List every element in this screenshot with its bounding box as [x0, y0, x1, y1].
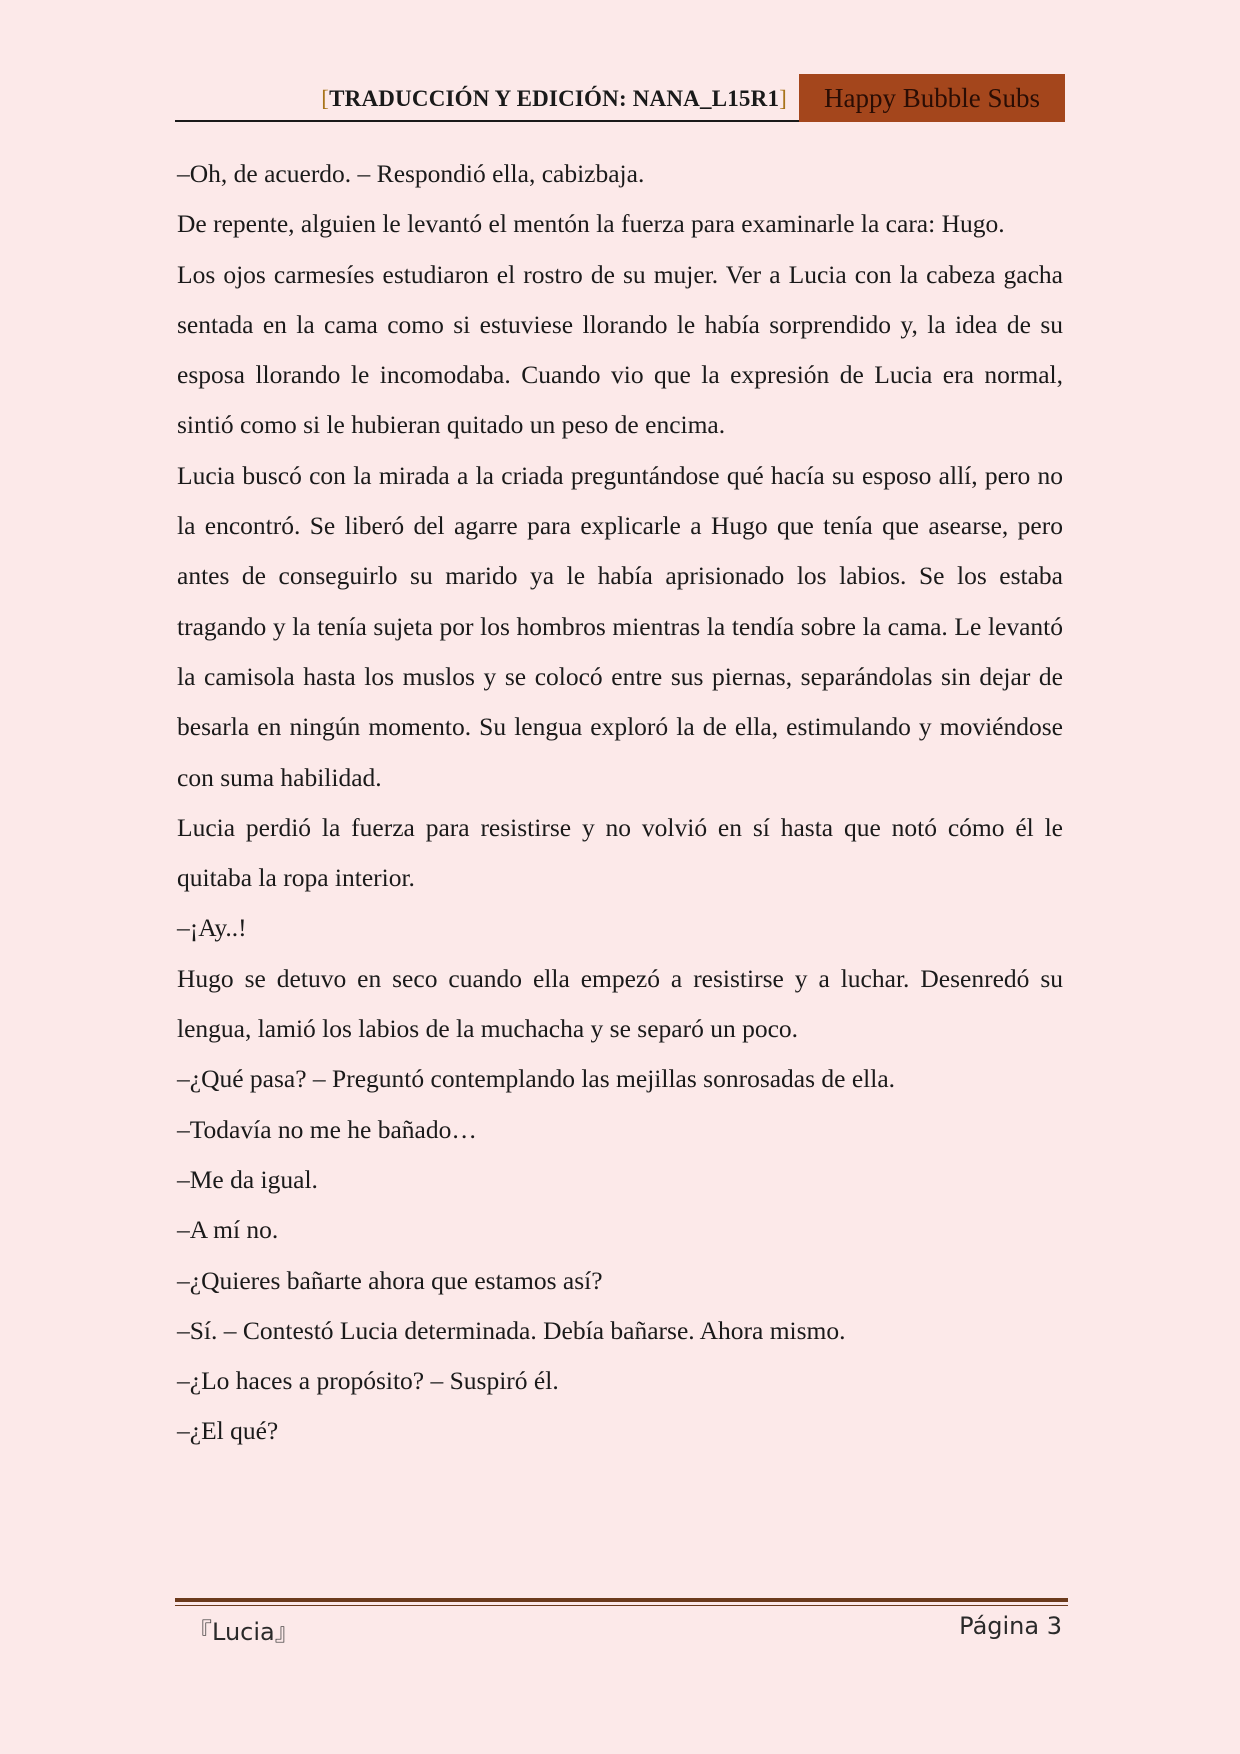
paragraph: –¿Quieres bañarte ahora que estamos así? [177, 1265, 603, 1295]
paragraph: –¿Lo haces a propósito? – Suspiró él. [177, 1366, 559, 1396]
paragraph: Lucia perdió la fuerza para resistirse y no volvió en sí hasta que notó cómo él le quitaba la ropa interior. [177, 812, 1063, 893]
bracket-close: ] [779, 86, 787, 111]
footer-rule [175, 1598, 1068, 1602]
body-text [177, 149, 1063, 1457]
credit-text: TRADUCCIÓN Y EDICIÓN: NANA_L15R1 [329, 86, 780, 111]
page-number: Página 3 [959, 1612, 1062, 1640]
paragraph: –A mí no. [177, 1215, 279, 1245]
paragraph: –¡Ay..! [177, 913, 247, 943]
paragraph: Hugo se detuvo en seco cuando ella empezó a resistirse y a luchar. Desenredó su lengua, lamió los labios de la muchacha y se separó un poco. [177, 963, 1063, 1044]
paragraph: De repente, alguien le levantó el mentón la fuerza para examinarle la cara: Hugo. [177, 209, 1005, 239]
paragraph: Lucia buscó con la mirada a la criada preguntándose qué hacía su esposo allí, pero no la encontró. Se liberó del agarre para explicarle a Hugo que tenía que asearse, pero antes de conseguirlo su marido ya le había aprisionado los labios. Se los estaba tragando y la tenía sujeta por los hombros mientras la tendía sobre la cama. Le levantó la camisola hasta los muslos y se colocó entre sus piernas, separándolas sin dejar de besarla en ningún momento. Su lengua exploró la de ella, estimulando y moviéndose con suma habilidad. [177, 460, 1063, 792]
paragraph: –¿Qué pasa? – Preguntó contemplando las mejillas sonrosadas de ella. [177, 1064, 896, 1094]
paragraph: –¿El qué? [177, 1416, 279, 1446]
page-header [175, 74, 1065, 122]
paragraph: –Todavía no me he bañado… [177, 1114, 477, 1144]
paragraph: –Me da igual. [177, 1164, 318, 1194]
brand-label: Happy Bubble Subs [799, 74, 1065, 122]
paragraph: –Sí. – Contestó Lucia determinada. Debía bañarse. Ahora mismo. [177, 1315, 846, 1345]
footer-book-title: 『Lucia』 [188, 1618, 299, 1646]
bracket-open: [ [321, 86, 330, 111]
footer-rule-thin [175, 1605, 1068, 1606]
header-rule [175, 120, 799, 122]
paragraph: –Oh, de acuerdo. – Respondió ella, cabizbaja. [177, 159, 645, 188]
paragraph: Los ojos carmesíes estudiaron el rostro de su mujer. Ver a Lucia con la cabeza gacha sentada en la cama como si estuviese llorando le había sorprendido y, la idea de su esposa llorando le incomodaba. Cuando vio que la expresión de Lucia era normal, sintió como si le hubieran quitado un peso de encima. [177, 259, 1063, 440]
translation-credit [321, 86, 787, 112]
